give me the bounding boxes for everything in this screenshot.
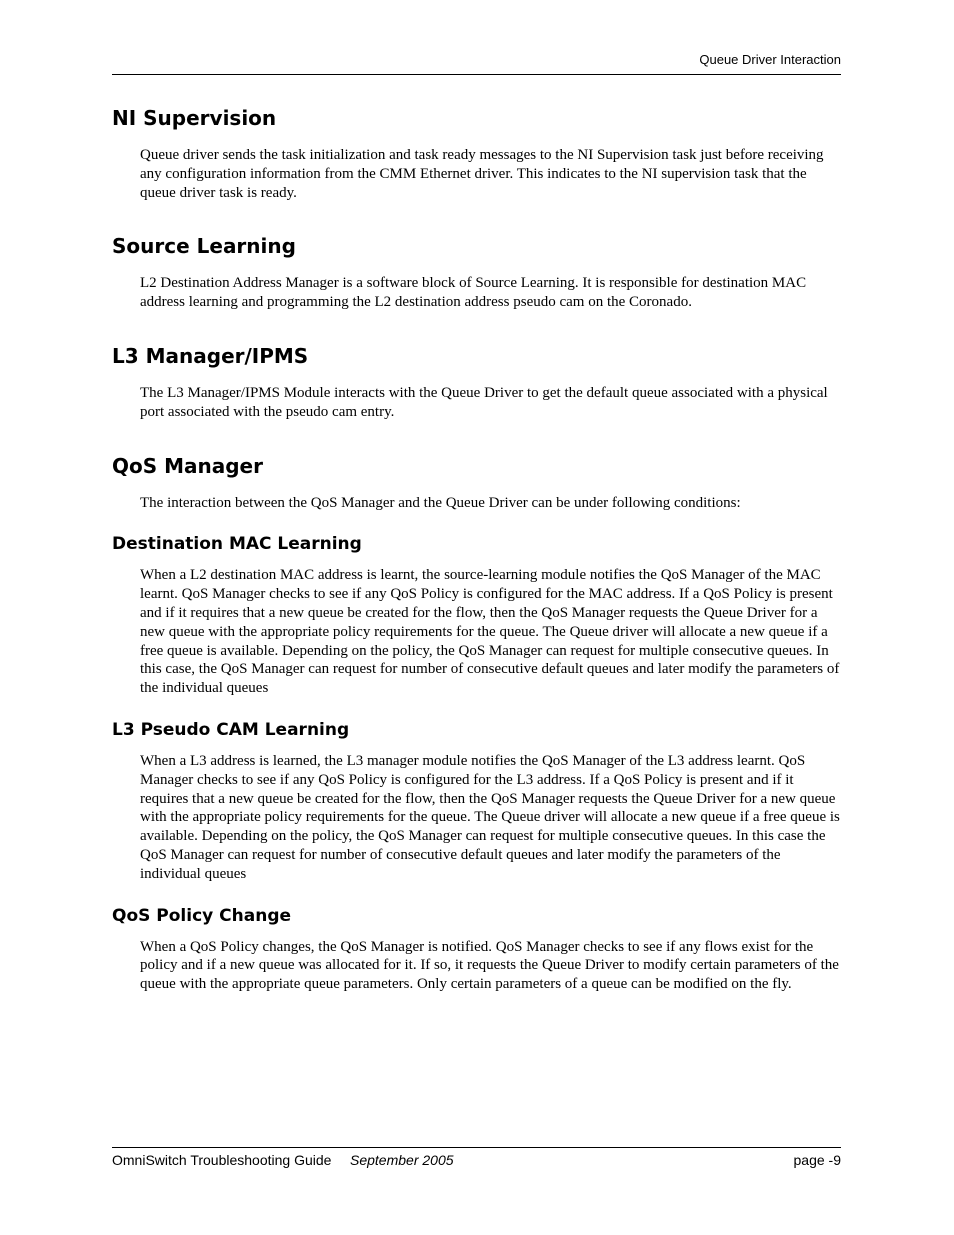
section-l3-manager-ipms [112,342,841,422]
subsection-destination-mac-learning [112,532,841,698]
section-qos-manager [112,452,841,513]
subsection-heading: QoS Policy Change [112,905,292,926]
subsection-body: When a L3 address is learned, the L3 manager module notifies the QoS Manager of the L3 address learnt. QoS Manager checks to see if any QoS Policy is configured for the L3 address. If a QoS Policy is present and if it requires that a new queue be created for the flow, then the QoS Manager requests the Queue Driver for a new queue with the appropriate policy requirements for the queue. The Queue driver will allocate a new queue if a free queue is available. Depending on the policy, the QoS Manager can request for multiple consecutive queues. In this case the QoS Manager can request for number of consecutive default queues and later modify the parameters of the individual queues [140,752,840,882]
section-body: L2 Destination Address Manager is a software block of Source Learning. It is responsible for destination MAC address learning and programming the L2 destination address pseudo cam on the Coronado. [140,275,807,311]
footer-date: September 2005 [350,1152,454,1168]
subsection-body: When a L2 destination MAC address is learnt, the source-learning module notifies the QoS Manager of the MAC learnt. QoS Manager checks to see if any QoS Policy is configured for the MAC address. If a QoS Policy is present and if it requires that a new queue be created for the flow, then the QoS Manager requests the Queue Driver for a new queue with the appropriate policy requirements for the queue. The Queue driver will allocate a new queue if a free queue is available. Depending on the policy, the QoS Manager can request for multiple consecutive queues. In this case, the QoS Manager can request for number of consecutive default queues and later modify the parameters of the individual queues [140,567,840,697]
section-heading: QoS Manager [112,453,263,478]
header-rule [112,74,841,75]
section-ni-supervision [112,104,841,202]
subsection-heading: Destination MAC Learning [112,534,362,555]
footer-guide-title: OmniSwitch Troubleshooting Guide [112,1152,332,1168]
page-content [112,104,841,1014]
footer-page-number: page -9 [793,1152,841,1168]
subsection-body: When a QoS Policy changes, the QoS Manager is notified. QoS Manager checks to see if any flows exist for the policy and if a new queue was allocated for it. If so, it requests the Queue Driver to modify certain parameters of the queue with the appropriate queue parameters. Only certain parameters of a queue can be modified on the fly. [140,938,839,993]
running-header: Queue Driver Interaction [699,52,841,67]
subsection-heading: L3 Pseudo CAM Learning [112,719,350,740]
section-body: The L3 Manager/IPMS Module interacts with the Queue Driver to get the default queue associated with a physical port associated with the pseudo cam entry. [140,384,828,420]
section-body: Queue driver sends the task initialization and task ready messages to the NI Supervision task just before receiving any configuration information from the CMM Ethernet driver. This indicates to the NI supervision task that the queue driver task is ready. [140,147,824,201]
section-source-learning [112,232,841,312]
section-body: The interaction between the QoS Manager and the Queue Driver can be under following conditions: [140,494,741,511]
section-heading: Source Learning [112,234,296,259]
footer-rule [112,1147,841,1148]
section-heading: NI Supervision [112,106,277,130]
subsection-qos-policy-change [112,904,841,994]
subsection-l3-pseudo-cam-learning [112,718,841,884]
section-heading: L3 Manager/IPMS [112,343,309,368]
